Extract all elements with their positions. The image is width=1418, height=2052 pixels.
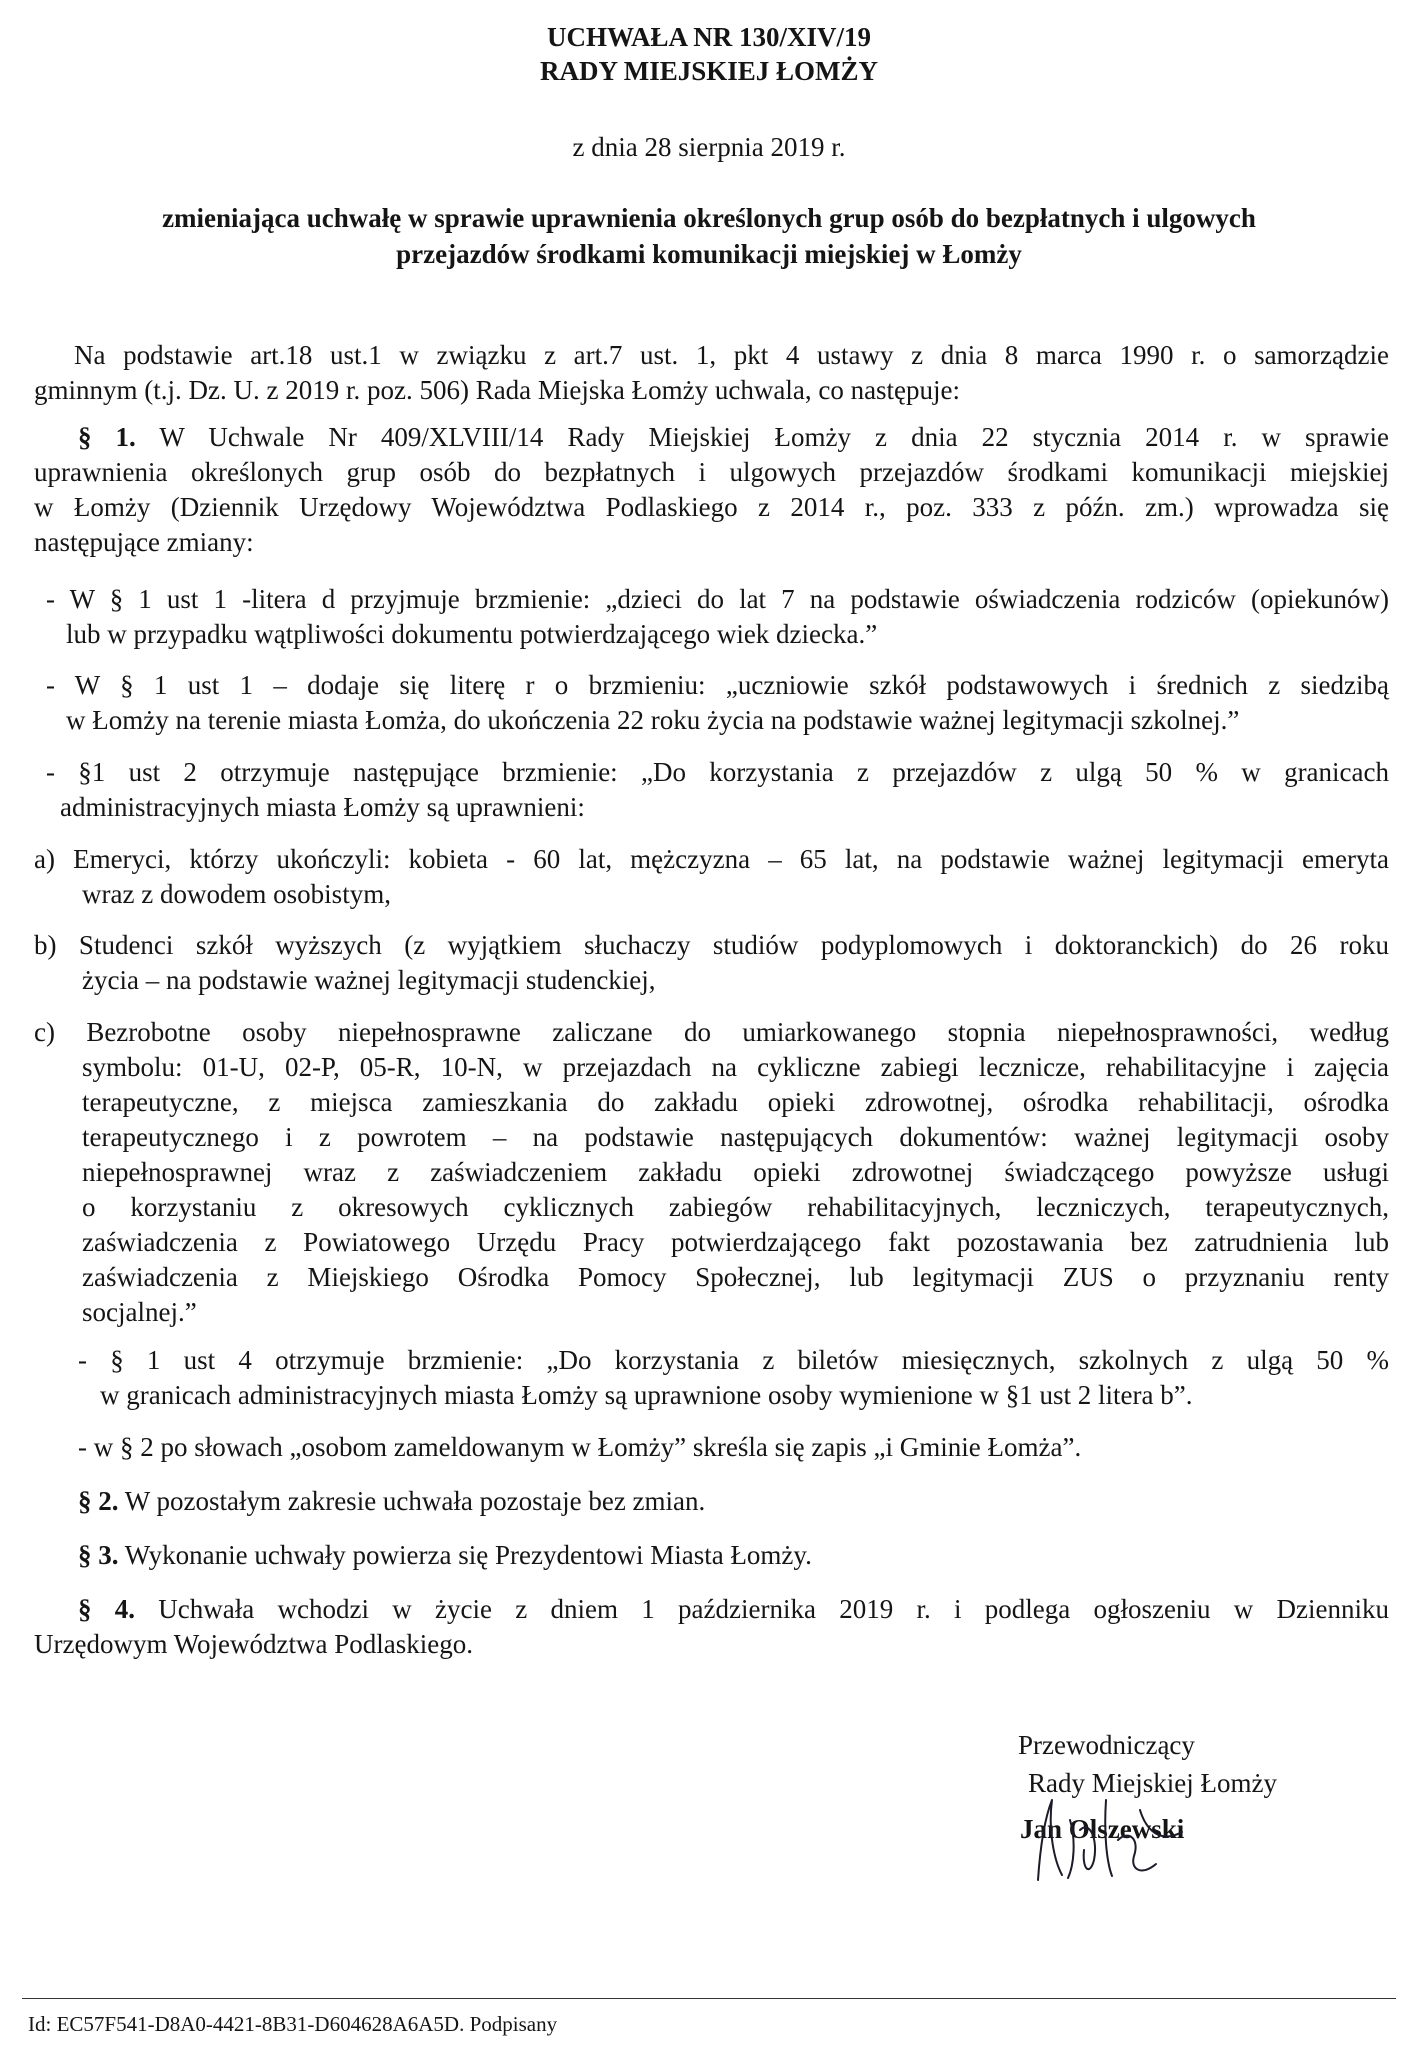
- section-3-number: § 3.: [78, 1540, 119, 1570]
- section-4-line: § 4. Uchwała wchodzi w życie z dniem 1 października 2019 r. i podlega ogłoszeniu w Dzienniku: [78, 1594, 1390, 1624]
- item-c-line: zaświadczenia z Powiatowego Urzędu Pracy potwierdzającego fakt pozostawania bez zatrudnienia lub: [82, 1227, 1389, 1257]
- item-b-line: życia – na podstawie ważnej legitymacji studenckiej,: [82, 965, 656, 995]
- change-5-line: - w § 2 po słowach „osobom zameldowanym w Łomży” skreśla się zapis „i Gminie Łomża”.: [78, 1432, 1082, 1462]
- change-4-line: w granicach administracyjnych miasta Łomży są uprawnione osoby wymienione w §1 ust 2 litera b”.: [100, 1380, 1193, 1410]
- resolution-subject: [60, 200, 1358, 272]
- change-5: [78, 1430, 1389, 1465]
- change-2-line: w Łomży na terenie miasta Łomża, do ukończenia 22 roku życia na podstawie ważnej legitymacji szkolnej.”: [66, 705, 1240, 735]
- change-1-line: - W § 1 ust 1 -litera d przyjmuje brzmienie: „dzieci do lat 7 na podstawie oświadczenia rodziców (opiekunów): [46, 584, 1389, 614]
- section-1-line: w Łomży (Dziennik Urzędowy Województwa Podlaskiego z 2014 r., poz. 333 z późn. zm.) wprowadza się: [34, 492, 1389, 522]
- section-1-line: uprawnienia określonych grup osób do bezpłatnych i ulgowych przejazdów środkami komunikacji miejskiej: [34, 457, 1389, 487]
- item-c-line: symbolu: 01-U, 02-P, 05-R, 10-N, w przejazdach na cykliczne zabiegi lecznicze, rehabilitacyjne i zajęcia: [82, 1052, 1389, 1082]
- signatory-title: Przewodniczący: [1018, 1730, 1195, 1760]
- resolution-number: UCHWAŁA NR 130/XIV/19: [546, 22, 872, 52]
- item-a: [34, 842, 1389, 912]
- section-2-number: § 2.: [78, 1486, 119, 1516]
- item-b: [34, 928, 1389, 998]
- change-1-line: lub w przypadku wątpliwości dokumentu potwierdzającego wiek dziecka.”: [66, 619, 878, 649]
- item-c-line: c) Bezrobotne osoby niepełnosprawne zaliczane do umiarkowanego stopnia niepełnosprawności, według: [34, 1017, 1389, 1047]
- change-2-line: - W § 1 ust 1 – dodaje się literę r o brzmieniu: „uczniowie szkół podstawowych i średnich z siedzibą: [46, 670, 1389, 700]
- subject-line-2: przejazdów środkami komunikacji miejskiej w Łomży: [396, 239, 1022, 269]
- change-3-line: - §1 ust 2 otrzymuje następujące brzmienie: „Do korzystania z przejazdów z ulgą 50 % w granicach: [46, 757, 1389, 787]
- change-4-line: - § 1 ust 4 otrzymuje brzmienie: „Do korzystania z biletów miesięcznych, szkolnych z ulgą 50 %: [78, 1345, 1389, 1375]
- section-2-line: § 2. W pozostałym zakresie uchwała pozostaje bez zmian.: [78, 1486, 706, 1516]
- footer-divider: [22, 1998, 1396, 1999]
- section-3-line: § 3. Wykonanie uchwały powierza się Prezydentowi Miasta Łomży.: [78, 1540, 812, 1570]
- section-4-line: Urzędowym Województwa Podlaskiego.: [34, 1629, 473, 1659]
- change-3-line: administracyjnych miasta Łomży są uprawnieni:: [60, 792, 585, 822]
- preamble: [34, 338, 1389, 408]
- section-4-number: § 4.: [78, 1594, 136, 1624]
- section-2: [78, 1484, 1389, 1519]
- item-a-line: a) Emeryci, którzy ukończyli: kobieta - 60 lat, mężczyzna – 65 lat, na podstawie ważnej legitymacji emeryta: [34, 844, 1389, 874]
- subject-line-1: zmieniająca uchwałę w sprawie uprawnienia określonych grup osób do bezpłatnych i ulgowych: [162, 203, 1256, 233]
- resolution-date: z dnia 28 sierpnia 2019 r.: [572, 132, 846, 162]
- signatory-name: Jan Olszewski: [1020, 1814, 1185, 1844]
- item-a-line: wraz z dowodem osobistym,: [82, 879, 391, 909]
- item-c-line: niepełnosprawnej wraz z zaświadczeniem zakładu opieki zdrowotnej świadczącego powyższe usługi: [82, 1157, 1389, 1187]
- signatory-council: Rady Miejskiej Łomży: [1028, 1768, 1277, 1798]
- section-1-line: § 1. W Uchwale Nr 409/XLVIII/14 Rady Miejskiej Łomży z dnia 22 stycznia 2014 r. w sprawie: [78, 422, 1389, 452]
- section-3: [78, 1538, 1389, 1573]
- section-4: [34, 1592, 1389, 1662]
- change-3: [46, 755, 1389, 825]
- council-name: RADY MIEJSKIEJ ŁOMŻY: [539, 56, 879, 86]
- item-c-line: socjalnej.”: [82, 1297, 197, 1327]
- section-1-line: następujące zmiany:: [34, 527, 254, 557]
- document-id-footer: Id: EC57F541-D8A0-4421-8B31-D604628A6A5D. Podpisany: [28, 2012, 558, 2036]
- resolution-title: [0, 20, 1418, 88]
- item-c-line: terapeutycznego i z powrotem – na podstawie następujących dokumentów: ważnej legitymacji osoby: [82, 1122, 1389, 1152]
- section-1-number: § 1.: [78, 422, 136, 452]
- change-4: [78, 1343, 1389, 1413]
- item-c-line: o korzystaniu z okresowych cyklicznych zabiegów rehabilitacyjnych, leczniczych, terapeutycznych,: [82, 1192, 1389, 1222]
- section-1: [34, 420, 1389, 560]
- item-c-line: zaświadczenia z Miejskiego Ośrodka Pomocy Społecznej, lub legitymacji ZUS o przyznaniu renty: [82, 1262, 1389, 1292]
- handwritten-signature: [1010, 1780, 1190, 1890]
- item-c: [34, 1015, 1389, 1330]
- change-2: [46, 668, 1389, 738]
- change-1: [46, 582, 1389, 652]
- preamble-line: Na podstawie art.18 ust.1 w związku z art.7 ust. 1, pkt 4 ustawy z dnia 8 marca 1990 r. o samorządzie: [74, 340, 1389, 370]
- preamble-line: gminnym (t.j. Dz. U. z 2019 r. poz. 506) Rada Miejska Łomży uchwala, co następuje:: [34, 375, 961, 405]
- item-c-line: terapeutyczne, z miejsca zamieszkania do zakładu opieki zdrowotnej, ośrodka rehabilitacji, ośrodka: [82, 1087, 1389, 1117]
- item-b-line: b) Studenci szkół wyższych (z wyjątkiem słuchaczy studiów podyplomowych i doktoranckich) do 26 roku: [34, 930, 1389, 960]
